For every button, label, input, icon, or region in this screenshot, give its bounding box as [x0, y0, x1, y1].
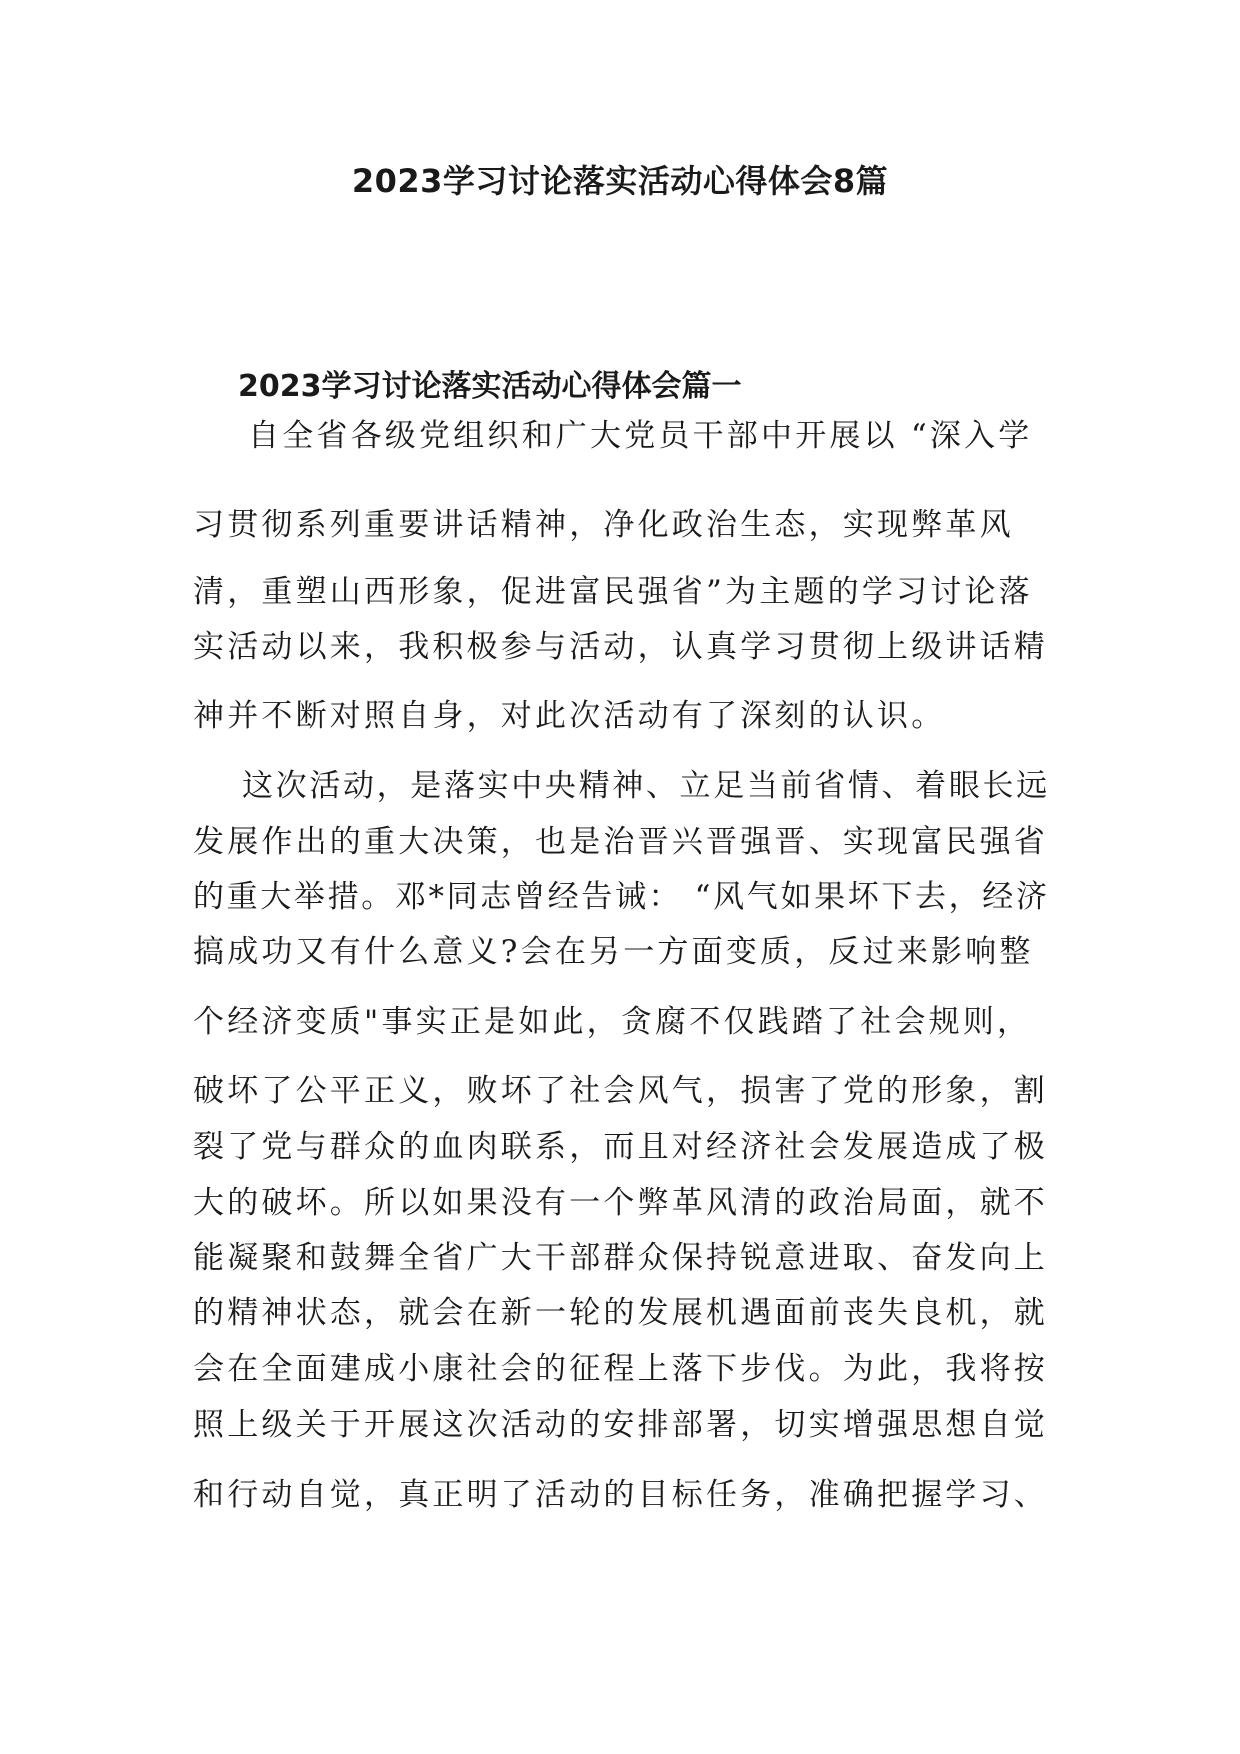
paragraph-line: 的精神状态，就会在新一轮的发展机遇面前丧失良机，就	[193, 1295, 1048, 1331]
paragraph-line: 搞成功又有什么意义?会在另一方面变质，反过来影响整	[193, 934, 1034, 970]
paragraph-line: 发展作出的重大决策，也是治晋兴晋强晋、实现富民强省	[193, 824, 1048, 860]
paragraph-line: 个经济变质"事实正是如此，贪腐不仅践踏了社会规则，	[193, 1004, 1032, 1040]
paragraph-line: 能凝聚和鼓舞全省广大干部群众保持锐意进取、奋发向上	[193, 1240, 1048, 1276]
paragraph-line: 这次活动，是落实中央精神、立足当前省情、着眼长远	[242, 768, 1050, 804]
paragraph-line: 大的破坏。所以如果没有一个弊革风清的政治局面，就不	[193, 1185, 1048, 1221]
paragraph-line: 自全省各级党组织和广大党员干部中开展以 “深入学	[248, 418, 1033, 454]
paragraph-line: 照上级关于开展这次活动的安排部署，切实增强思想自觉	[193, 1407, 1048, 1443]
paragraph-line: 会在全面建成小康社会的征程上落下步伐。为此，我将按	[193, 1351, 1048, 1387]
paragraph-line: 破坏了公平正义，败坏了社会风气，损害了党的形象，割	[193, 1073, 1048, 1109]
paragraph-line: 习贯彻系列重要讲话精神，净化政治生态，实现弊革风	[193, 507, 1014, 543]
paragraph-line: 神并不断对照自身，对此次活动有了深刻的认识。	[193, 698, 946, 734]
paragraph-line: 裂了党与群众的血肉联系，而且对经济社会发展造成了极	[193, 1129, 1048, 1165]
paragraph-line: 实活动以来，我积极参与活动，认真学习贯彻上级讲话精	[193, 629, 1048, 665]
paragraph-line: 和行动自觉，真正明了活动的目标任务，准确把握学习、	[193, 1477, 1048, 1513]
paragraph-line: 的重大举措。邓*同志曾经告诫： “风气如果坏下去，经济	[193, 879, 1050, 915]
document-title: 2023学习讨论落实活动心得体会8篇	[351, 162, 889, 200]
section-heading: 2023学习讨论落实活动心得体会篇一	[238, 369, 742, 404]
paragraph-line: 清，重塑山西形象，促进富民强省”为主题的学习讨论落	[193, 574, 1033, 610]
